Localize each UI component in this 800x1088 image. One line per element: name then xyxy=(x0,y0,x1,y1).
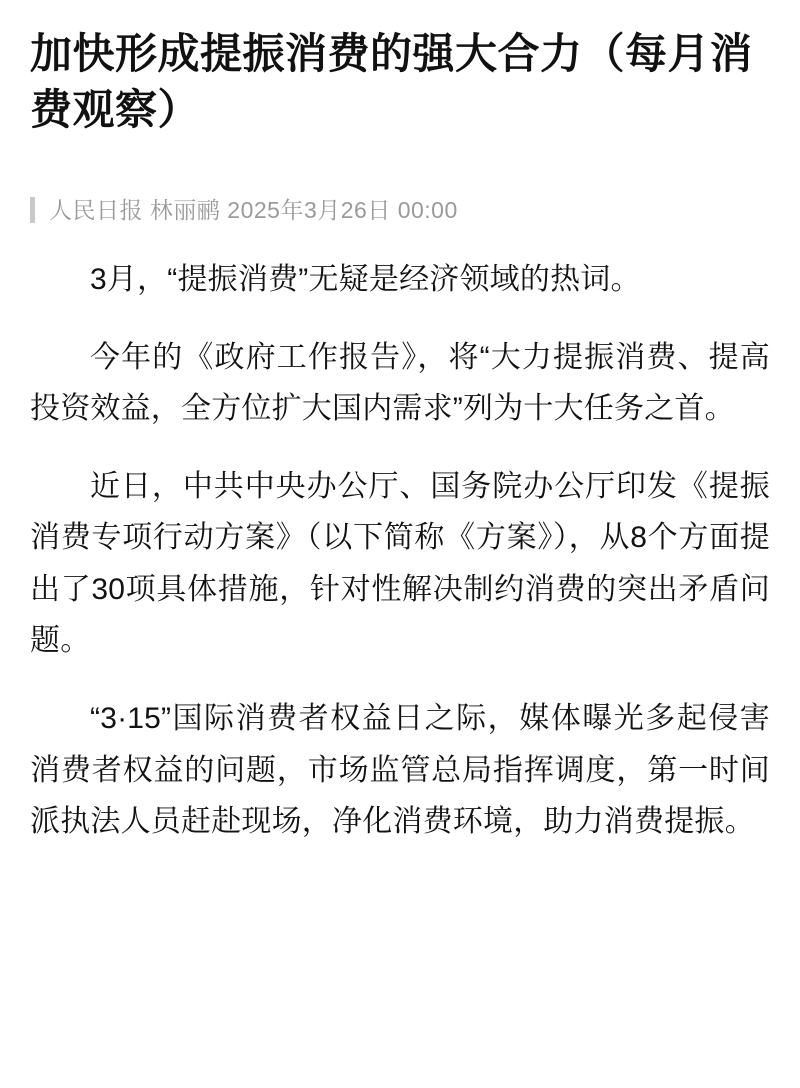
meta-accent-bar xyxy=(30,197,35,223)
paragraph: “3·15”国际消费者权益日之际，媒体曝光多起侵害消费者权益的问题，市场监管总局指挥调度，第一时间派执法人员赶赴现场，净化消费环境，助力消费提振。 xyxy=(30,702,770,839)
paragraph: 3月，“提振消费”无疑是经济领域的热词。 xyxy=(90,262,641,296)
page-title: 加快形成提振消费的强大合力（每月消费观察） xyxy=(30,30,753,133)
paragraph: 今年的《政府工作报告》，将“大力提振消费、提高投资效益，全方位扩大国内需求”列为十大任务之首。 xyxy=(30,340,770,426)
paragraph: 近日，中共中央办公厅、国务院办公厅印发《提振消费专项行动方案》（以下简称《方案》），从8个方面提出了30项具体措施，针对性解决制约消费的突出矛盾问题。 xyxy=(30,469,770,658)
article-body xyxy=(30,254,770,848)
meta-text: 人民日报 林丽鹂 2025年3月26日 00:00 xyxy=(49,196,458,223)
article-meta xyxy=(30,194,770,226)
